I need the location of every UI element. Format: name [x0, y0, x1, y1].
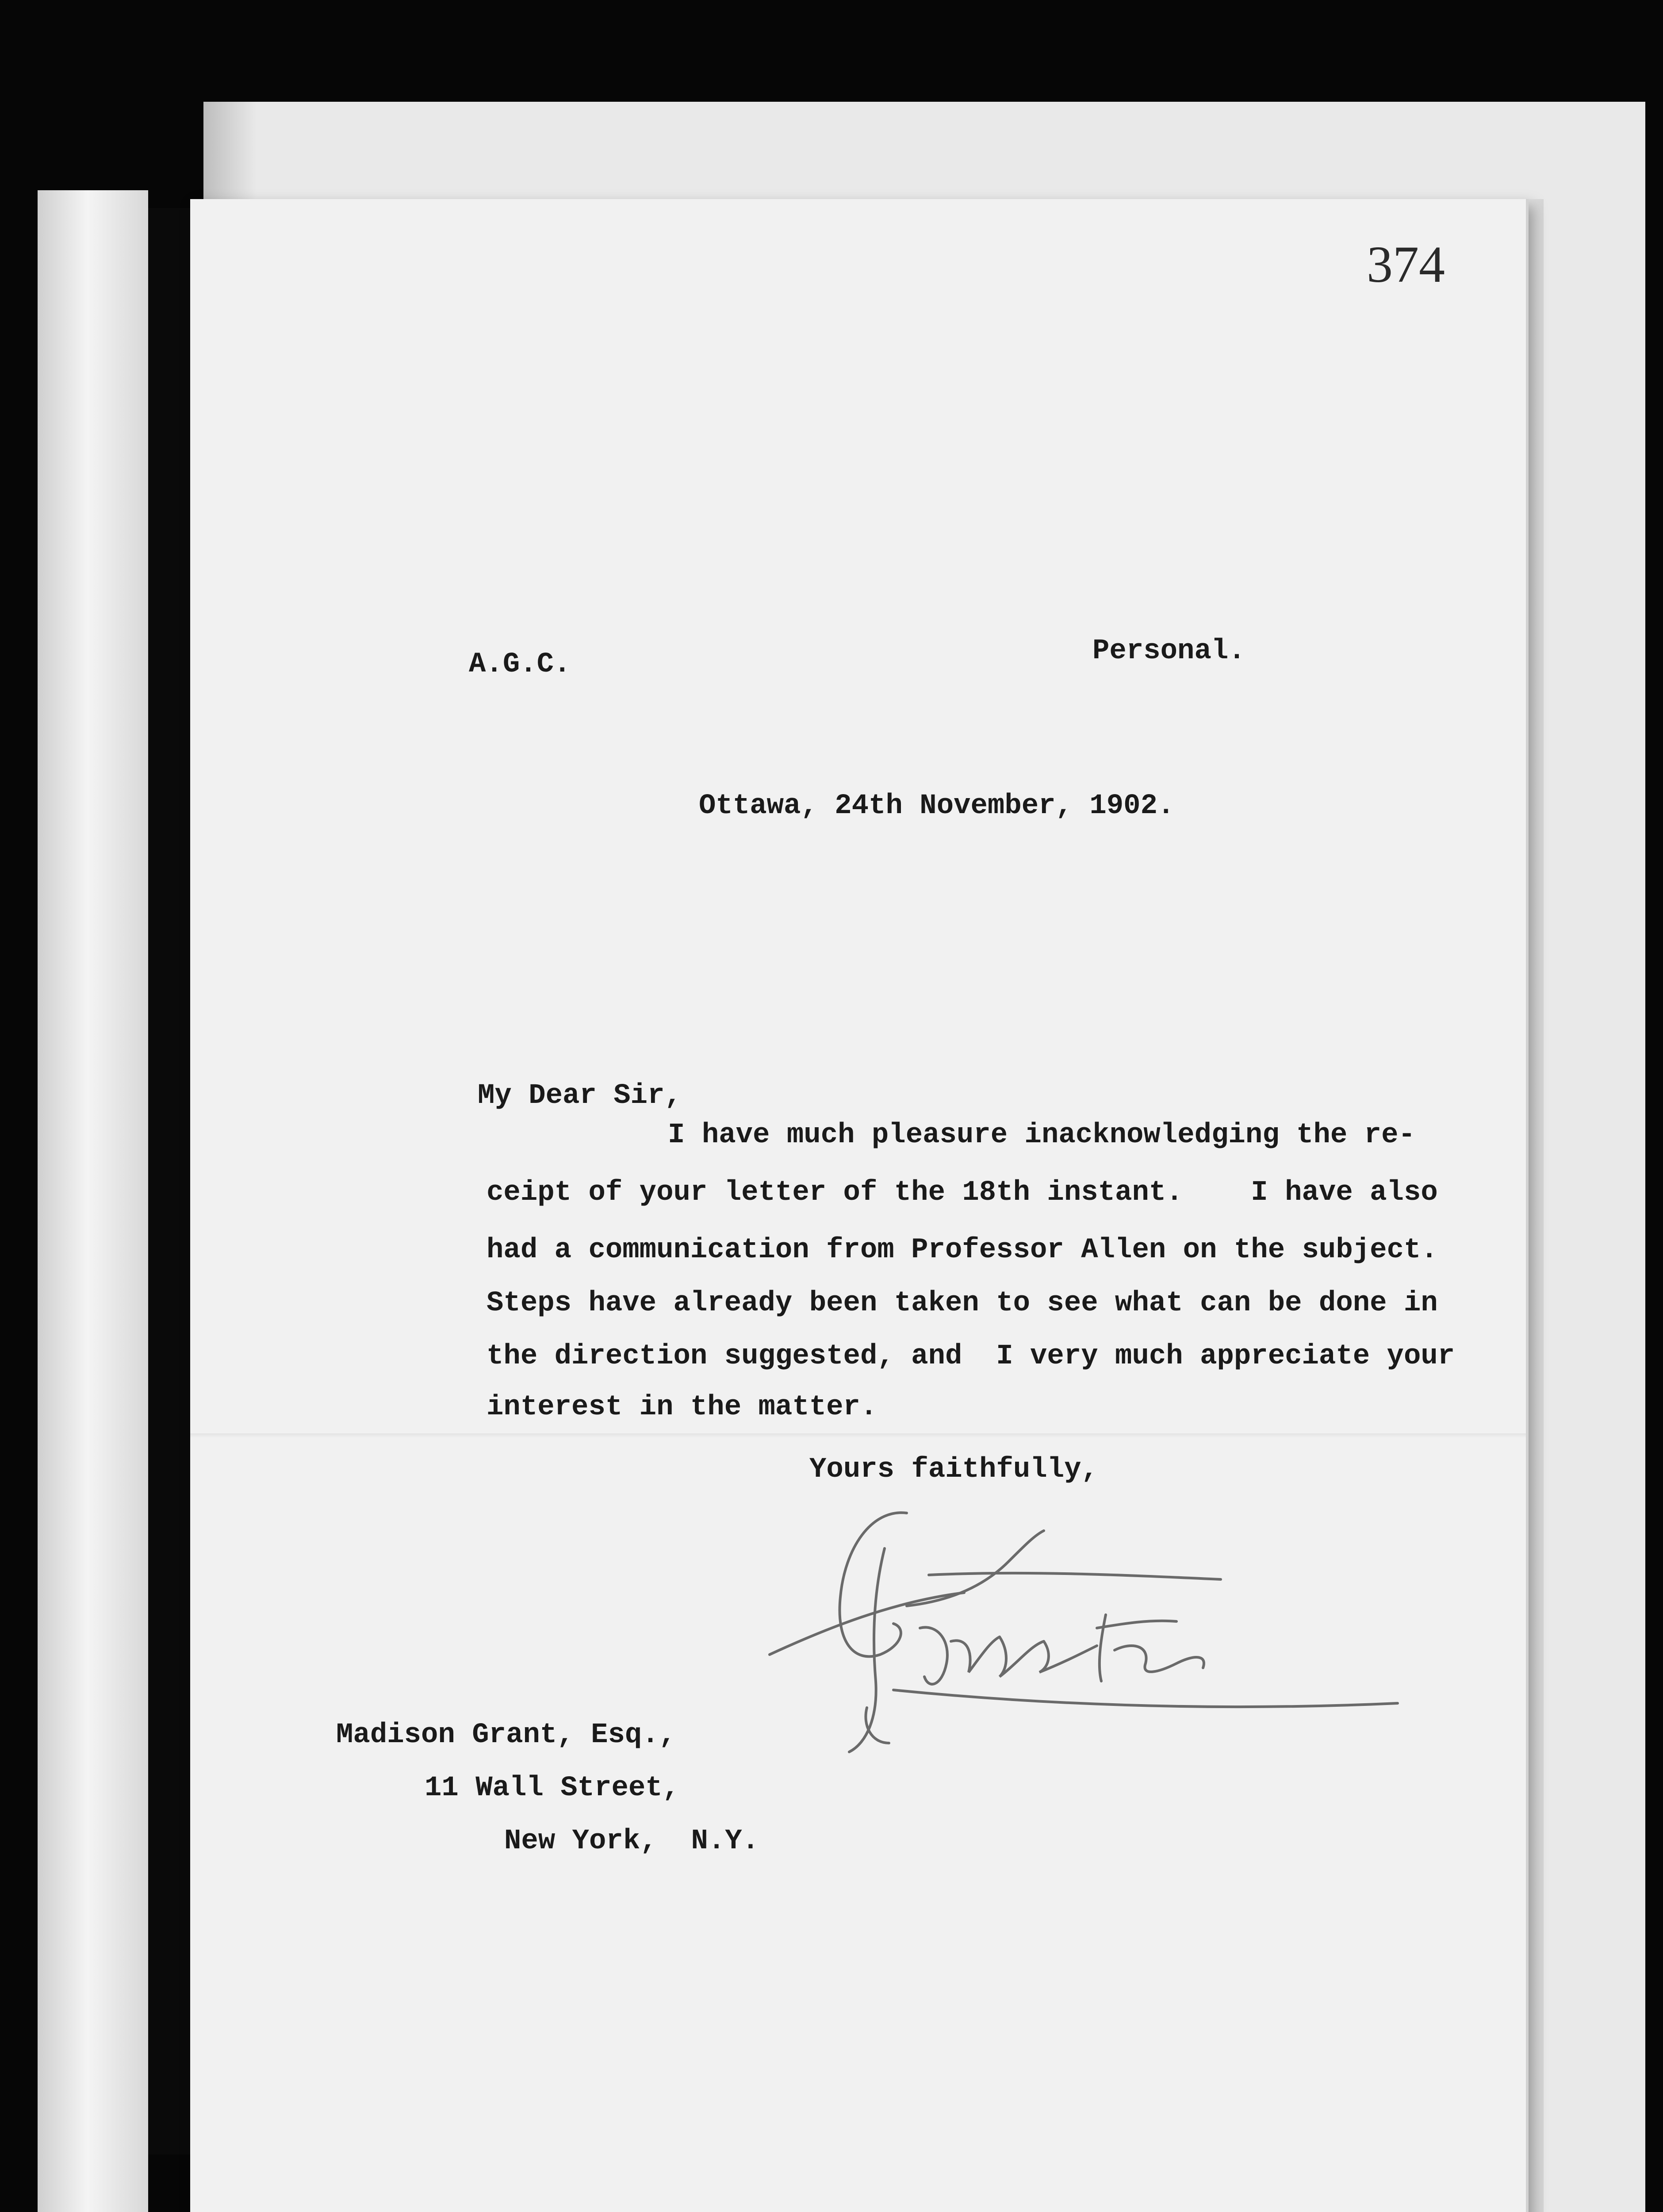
body-line: I have much pleasure inacknowledging the re- [668, 1119, 1415, 1151]
page-number: 374 [1367, 235, 1445, 293]
body-line: the direction suggested, and I very much appreciate your [487, 1340, 1455, 1372]
personal-marking: Personal. [1092, 635, 1245, 667]
salutation: My Dear Sir, [478, 1080, 682, 1112]
body-line: interest in the matter. [487, 1391, 877, 1423]
addressee-street: 11 Wall Street, [425, 1772, 680, 1804]
dateline: Ottawa, 24th November, 1902. [699, 790, 1175, 822]
sheet-fold [190, 1433, 1526, 1438]
closing: Yours faithfully, [809, 1454, 1098, 1486]
body-line: ceipt of your letter of the 18th instant. I have also [487, 1177, 1438, 1209]
underlying-sheet-edge [38, 190, 148, 2212]
addressee-city: New York, N.Y. [504, 1825, 759, 1857]
body-line: Steps have already been taken to see what can be done in [487, 1287, 1438, 1319]
initials: A.G.C. [469, 649, 571, 680]
film-shadow [148, 208, 197, 2154]
signature-image [761, 1495, 1424, 1770]
addressee-name: Madison Grant, Esq., [336, 1719, 676, 1751]
body-line: had a communication from Professor Allen on the subject. [487, 1234, 1438, 1266]
